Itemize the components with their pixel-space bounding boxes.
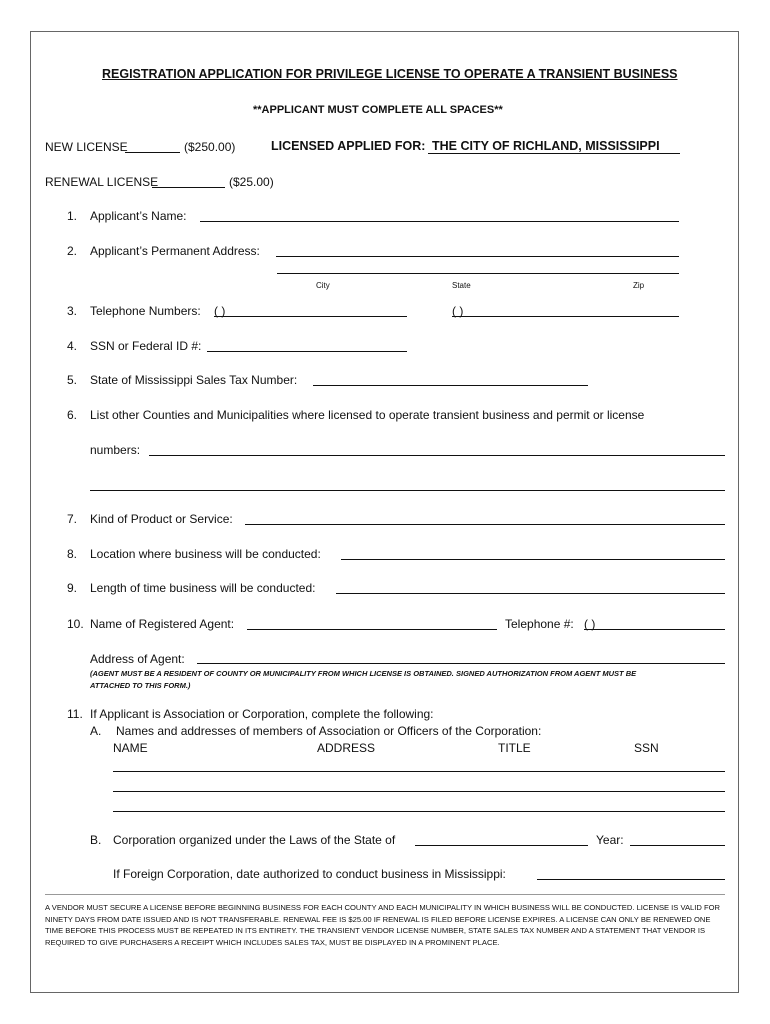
agent-address-field[interactable]	[197, 663, 725, 664]
footer-notice: A VENDOR MUST SECURE A LICENSE BEFORE BEGINNING BUSINESS FOR EACH COUNTY AND EACH MUNICIPALITY IN WHICH BUSINESS WILL BE CONDUCTED. LICENSE IS VALID FOR NINETY DAYS FROM DATE ISSUED AND IS NOT TRANSFERABLE. RENEWAL FEE IS $25.00 IF RENEWAL IS FILED BEFORE LICENSE EXPIRES. A LICENSE CAN ONLY BE RENEWED ONE TIME BEFORE THIS PROCESS MUST BE REPEATED IN ITS ENTIRETY. THE TRANSIENT VENDOR LICENSE NUMBER, STATE SALES TAX NUMBER AND A STATEMENT THAT VENDOR IS REQUIRED TO GIVE PURCHASERS A RECEIPT WHICH INCLUDES SALES TAX, MUST BE DISPLAYED IN A PROMINENT PLACE.	[45, 903, 720, 947]
item-9-label: Length of time business will be conducted:	[90, 581, 316, 595]
item-10-label: Name of Registered Agent:	[90, 617, 235, 631]
zip-caption: Zip	[633, 281, 645, 290]
item-5-number: 5.	[67, 373, 78, 387]
other-licenses-field[interactable]	[149, 455, 725, 456]
new-license-fee: ($250.00)	[184, 140, 236, 154]
phone-2-area-paren: ( )	[452, 304, 464, 318]
agent-telephone-label: Telephone #:	[505, 617, 574, 631]
item-10-number: 10.	[67, 617, 84, 631]
year-label: Year:	[596, 833, 624, 847]
column-name-header: NAME	[113, 741, 148, 755]
item-11b-label: Corporation organized under the Laws of the State of	[113, 833, 396, 847]
item-8-label: Location where business will be conducted:	[90, 547, 321, 561]
item-11b-letter: B.	[90, 833, 102, 847]
officer-row-2-field[interactable]	[113, 791, 725, 792]
product-service-field[interactable]	[245, 524, 725, 525]
new-license-field[interactable]	[125, 152, 180, 153]
applicant-name-field[interactable]	[200, 221, 679, 222]
item-3-label: Telephone Numbers:	[90, 304, 201, 318]
phone-2-field[interactable]	[452, 316, 679, 317]
officer-row-3-field[interactable]	[113, 811, 725, 812]
phone-1-field[interactable]	[214, 316, 407, 317]
item-11a-label: Names and addresses of members of Association or Officers of the Corporation:	[116, 724, 542, 738]
incorporation-year-field[interactable]	[630, 845, 725, 846]
column-address-header: ADDRESS	[317, 741, 376, 755]
length-of-time-field[interactable]	[336, 593, 725, 594]
licensed-applied-label: LICENSED APPLIED FOR:	[271, 139, 426, 153]
footer-divider	[45, 894, 725, 895]
item-1-label: Applicant’s Name:	[90, 209, 187, 223]
form-subtitle: **APPLICANT MUST COMPLETE ALL SPACES**	[253, 104, 503, 116]
licensed-applied-value: THE CITY OF RICHLAND, MISSISSIPPI	[432, 139, 660, 153]
column-title-header: TITLE	[498, 741, 531, 755]
address-line-2-field[interactable]	[277, 273, 679, 274]
form-title: REGISTRATION APPLICATION FOR PRIVILEGE LICENSE TO OPERATE A TRANSIENT BUSINESS	[102, 67, 678, 81]
ssn-field[interactable]	[207, 351, 407, 352]
item-2-number: 2.	[67, 244, 78, 258]
agent-name-field[interactable]	[247, 629, 497, 630]
item-7-number: 7.	[67, 512, 78, 526]
state-caption: State	[452, 281, 471, 290]
item-1-number: 1.	[67, 209, 78, 223]
foreign-corporation-label: If Foreign Corporation, date authorized to conduct business in Mississippi:	[113, 867, 506, 881]
location-field[interactable]	[341, 559, 725, 560]
column-ssn-header: SSN	[634, 741, 659, 755]
new-license-label: NEW LICENSE	[45, 140, 128, 154]
agent-address-label: Address of Agent:	[90, 652, 185, 666]
agent-note-line-1: (AGENT MUST BE A RESIDENT OF COUNTY OR MUNICIPALITY FROM WHICH LICENSE IS OBTAINED. SIGNED AUTHORIZATION FROM AGENT MUST BE	[90, 669, 637, 678]
item-3-number: 3.	[67, 304, 78, 318]
renewal-license-field[interactable]	[152, 187, 225, 188]
item-8-number: 8.	[67, 547, 78, 561]
agent-telephone-paren: ( )	[584, 617, 596, 631]
item-11-label: If Applicant is Association or Corporation, complete the following:	[90, 707, 434, 721]
city-caption: City	[316, 281, 330, 290]
item-6-label: List other Counties and Municipalities where licensed to operate transient business and permit or license	[90, 408, 645, 422]
renewal-license-fee: ($25.00)	[229, 175, 274, 189]
licensed-applied-underline	[428, 153, 680, 154]
incorporation-state-field[interactable]	[415, 845, 588, 846]
item-5-label: State of Mississippi Sales Tax Number:	[90, 373, 298, 387]
other-licenses-line-2-field[interactable]	[90, 490, 725, 491]
item-11a-letter: A.	[90, 724, 102, 738]
item-2-label: Applicant’s Permanent Address:	[90, 244, 260, 258]
item-4-label: SSN or Federal ID #:	[90, 339, 202, 353]
foreign-corporation-date-field[interactable]	[537, 879, 725, 880]
agent-note-line-2: ATTACHED TO THIS FORM.)	[90, 681, 191, 690]
officer-row-1-field[interactable]	[113, 771, 725, 772]
item-6-number: 6.	[67, 408, 78, 422]
agent-telephone-field[interactable]	[584, 629, 725, 630]
item-4-number: 4.	[67, 339, 78, 353]
item-6-continuation: numbers:	[90, 443, 141, 457]
phone-1-area-paren: ( )	[214, 304, 226, 318]
item-11-number: 11.	[67, 707, 83, 721]
address-field[interactable]	[276, 256, 679, 257]
sales-tax-field[interactable]	[313, 385, 588, 386]
renewal-license-label: RENEWAL LICENSE	[45, 175, 159, 189]
item-9-number: 9.	[67, 581, 78, 595]
item-7-label: Kind of Product or Service:	[90, 512, 233, 526]
